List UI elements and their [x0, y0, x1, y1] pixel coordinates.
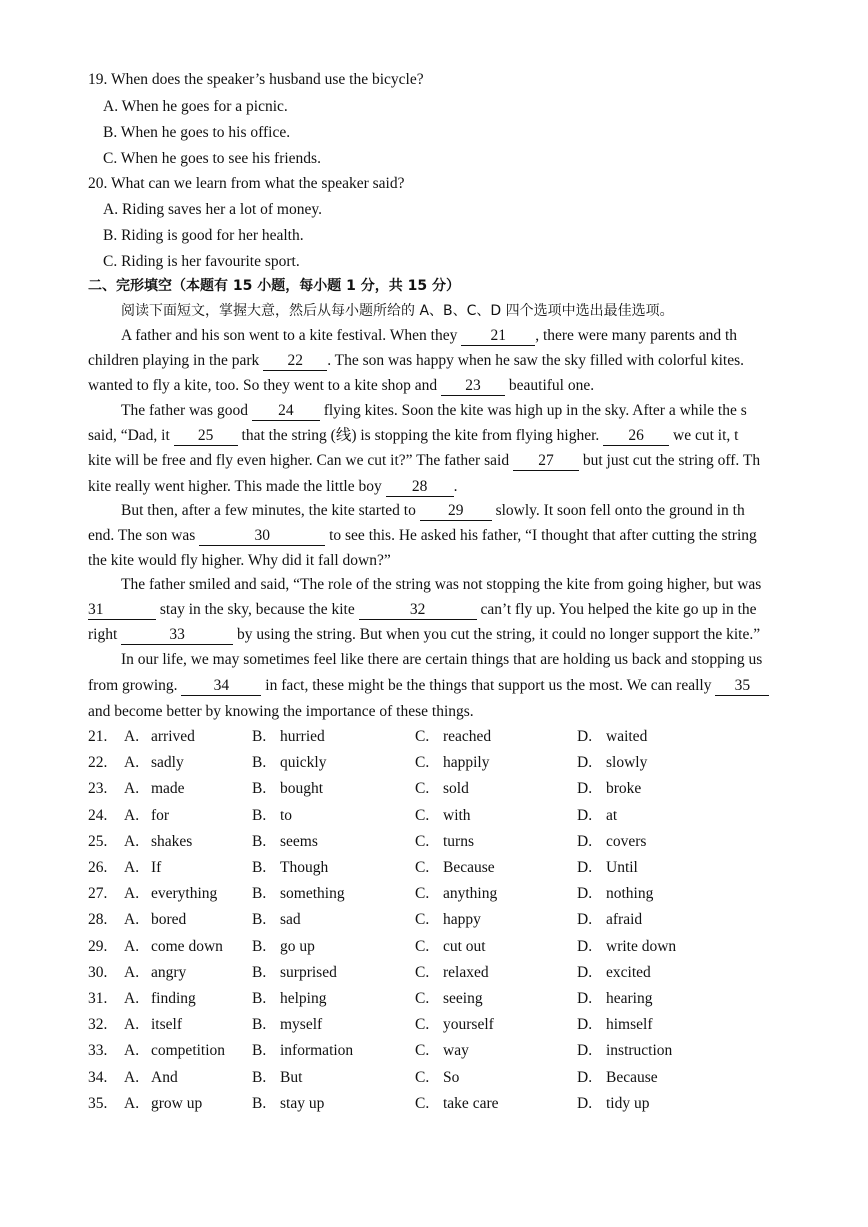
choice-letter-d: D.: [577, 754, 593, 772]
choice-c: turns: [443, 832, 474, 850]
option-row: [88, 885, 848, 911]
choice-a: itself: [151, 1016, 182, 1034]
choice-letter-c: C.: [415, 1094, 430, 1112]
choice-letter-a: A.: [124, 990, 140, 1007]
choice-letter-d: D.: [577, 1042, 593, 1060]
choice-letter-a: A.: [124, 911, 140, 929]
choice-a: grow up: [151, 1094, 203, 1112]
choice-letter-a: A.: [124, 1042, 140, 1060]
passage-line: [121, 326, 813, 346]
passage-text: can’t fly up. You helped the kite go up in the: [476, 601, 757, 618]
blank-30: 30: [199, 527, 325, 546]
question-number: 31.: [88, 990, 108, 1007]
choice-b: go up: [280, 937, 315, 955]
choice-letter-c: C.: [415, 754, 430, 772]
question-19-option-c: C. When he goes to see his friends.: [103, 150, 321, 167]
option-row: [88, 938, 848, 964]
choice-a: made: [151, 780, 185, 798]
choice-letter-a: A.: [124, 885, 140, 903]
choice-letter-d: D.: [577, 832, 593, 850]
choice-letter-b: B.: [252, 806, 267, 824]
option-row: [88, 807, 848, 833]
choice-b: something: [280, 885, 345, 903]
choice-a: competition: [151, 1042, 226, 1060]
passage-line: [88, 625, 813, 645]
question-19-stem: 19. When does the speaker’s husband use the bicycle?: [88, 71, 424, 88]
choice-c: yourself: [443, 1016, 494, 1034]
choice-d: excited: [606, 963, 651, 981]
choice-a: shakes: [151, 832, 193, 850]
choice-letter-b: B.: [252, 963, 267, 981]
choice-d: write down: [606, 937, 677, 955]
choice-letter-c: C.: [415, 728, 430, 745]
passage-text: end. The son was: [88, 527, 200, 544]
choice-letter-d: D.: [577, 859, 593, 876]
choice-b: But: [280, 1068, 303, 1086]
choice-letter-d: D.: [577, 728, 593, 745]
passage-line: [88, 600, 813, 620]
choice-letter-d: D.: [577, 911, 593, 929]
choice-c: reached: [443, 728, 492, 745]
passage-text: by using the string. But when you cut the string, it could no longer support the kite.”: [233, 626, 761, 643]
choice-letter-c: C.: [415, 859, 430, 876]
question-number: 22.: [88, 754, 108, 772]
choice-letter-d: D.: [577, 990, 593, 1007]
choice-c: happily: [443, 754, 490, 772]
question-number: 30.: [88, 963, 108, 981]
choice-letter-a: A.: [124, 728, 140, 745]
choice-letter-c: C.: [415, 1016, 430, 1034]
option-row: [88, 833, 848, 859]
passage-line: The father smiled and said, “The role of the string was not stopping the kite from going higher, but was: [121, 576, 762, 593]
choice-a: come down: [151, 937, 223, 955]
choice-d: Because: [606, 1068, 658, 1086]
choice-letter-d: D.: [577, 806, 593, 824]
option-row: [88, 754, 848, 780]
question-20-stem: 20. What can we learn from what the speaker said?: [88, 175, 405, 192]
passage-text: The father was good: [121, 402, 252, 419]
choice-d: nothing: [606, 885, 654, 903]
choice-letter-b: B.: [252, 1016, 267, 1034]
option-row: [88, 964, 848, 990]
passage-text: we cut it, t: [669, 427, 739, 444]
choice-a: angry: [151, 963, 187, 981]
question-19-option-a: A. When he goes for a picnic.: [103, 98, 288, 115]
option-row: [88, 1042, 848, 1068]
choice-d: himself: [606, 1016, 653, 1034]
choice-letter-a: A.: [124, 1094, 140, 1112]
choice-letter-b: B.: [252, 1094, 267, 1112]
question-number: 23.: [88, 780, 108, 798]
choice-d: instruction: [606, 1042, 673, 1060]
choice-letter-a: A.: [124, 754, 140, 772]
choice-c: with: [443, 806, 471, 824]
choice-letter-b: B.: [252, 832, 267, 850]
question-number: 28.: [88, 911, 108, 929]
option-row: [88, 1095, 848, 1121]
question-20-option-b: B. Riding is good for her health.: [103, 227, 304, 244]
choice-letter-c: C.: [415, 885, 430, 903]
question-number: 25.: [88, 832, 108, 850]
blank-22: 22: [263, 352, 327, 371]
choice-c: relaxed: [443, 963, 489, 981]
blank-26: 26: [603, 427, 669, 446]
choice-c: cut out: [443, 937, 486, 955]
choice-letter-c: C.: [415, 1068, 430, 1086]
passage-text: that the string (线) is stopping the kite from flying higher.: [237, 427, 604, 444]
blank-32: 32: [359, 601, 477, 620]
section-instruction: 阅读下面短文，掌握大意，然后从每小题所给的 A、B、C、D 四个选项中选出最佳选项。: [121, 303, 674, 319]
blank-31: 31: [88, 601, 156, 620]
choice-d: hearing: [606, 990, 653, 1007]
choice-letter-a: A.: [124, 806, 140, 824]
passage-text: but just cut the string off. Th: [578, 452, 761, 469]
passage-line: [121, 501, 813, 521]
passage-text: children playing in the park: [88, 352, 264, 369]
choice-letter-a: A.: [124, 963, 140, 981]
option-row: [88, 728, 848, 754]
choice-letter-c: C.: [415, 806, 430, 824]
question-20-option-c: C. Riding is her favourite sport.: [103, 253, 300, 270]
choice-b: sad: [280, 911, 301, 929]
choice-d: slowly: [606, 754, 648, 772]
question-number: 29.: [88, 937, 108, 955]
choice-c: Because: [443, 859, 495, 876]
passage-line: [88, 426, 813, 446]
passage-text: wanted to fly a kite, too. So they went to a kite shop and: [88, 377, 441, 394]
choice-letter-b: B.: [252, 937, 267, 955]
choice-d: afraid: [606, 911, 643, 929]
choice-letter-d: D.: [577, 937, 593, 955]
passage-line: [88, 526, 813, 546]
choice-a: for: [151, 806, 170, 824]
choice-letter-a: A.: [124, 1016, 140, 1034]
passage-text: kite really went higher. This made the little boy: [88, 478, 386, 495]
question-number: 35.: [88, 1094, 108, 1112]
option-row: [88, 990, 848, 1016]
choice-b: quickly: [280, 754, 327, 772]
blank-34: 34: [181, 677, 261, 696]
choice-letter-c: C.: [415, 937, 430, 955]
choice-letter-d: D.: [577, 963, 593, 981]
option-row: [88, 780, 848, 806]
choice-b: bought: [280, 780, 324, 798]
blank-27: 27: [513, 452, 579, 471]
choice-a: sadly: [151, 754, 184, 772]
choice-letter-a: A.: [124, 937, 140, 955]
choice-letter-b: B.: [252, 1068, 267, 1086]
passage-text: flying kites. Soon the kite was high up in the sky. After a while the s: [319, 402, 747, 419]
passage-line: [88, 451, 813, 471]
choice-letter-b: B.: [252, 911, 267, 929]
choice-letter-c: C.: [415, 1042, 430, 1060]
question-number: 32.: [88, 1016, 108, 1034]
choice-b: Though: [280, 859, 329, 876]
choice-letter-a: A.: [124, 832, 140, 850]
blank-25: 25: [174, 427, 238, 446]
choice-b: seems: [280, 832, 318, 850]
passage-line: and become better by knowing the importance of these things.: [88, 703, 474, 720]
blank-33: 33: [121, 626, 233, 645]
choice-letter-d: D.: [577, 1068, 593, 1086]
passage-text: beautiful one.: [505, 377, 595, 394]
section-heading: 二、完形填空（本题有 15 小题，每小题 1 分，共 15 分）: [88, 278, 460, 294]
blank-29: 29: [420, 502, 492, 521]
choice-b: stay up: [280, 1094, 325, 1112]
choice-letter-b: B.: [252, 990, 267, 1007]
option-row: [88, 859, 848, 885]
passage-line: the kite would fly higher. Why did it fall down?”: [88, 552, 391, 569]
option-row: [88, 911, 848, 937]
choice-b: myself: [280, 1016, 323, 1034]
choice-letter-b: B.: [252, 728, 267, 745]
option-row: [88, 1016, 848, 1042]
choice-letter-d: D.: [577, 1016, 593, 1034]
choice-a: arrived: [151, 728, 195, 745]
passage-text: kite will be free and fly even higher. Can we cut it?” The father said: [88, 452, 513, 469]
choice-a: And: [151, 1068, 178, 1086]
question-number: 24.: [88, 806, 108, 824]
choice-b: helping: [280, 990, 327, 1007]
blank-23: 23: [441, 377, 505, 396]
choice-a: bored: [151, 911, 187, 929]
passage-line: [88, 351, 813, 371]
choice-a: everything: [151, 885, 218, 903]
question-number: 27.: [88, 885, 108, 903]
passage-line: [88, 376, 813, 396]
choice-letter-c: C.: [415, 963, 430, 981]
choice-d: at: [606, 806, 618, 824]
choice-c: take care: [443, 1094, 499, 1112]
passage-text: said, “Dad, it: [88, 427, 174, 444]
choice-a: If: [151, 859, 162, 876]
choice-letter-d: D.: [577, 885, 593, 903]
choice-letter-a: A.: [124, 859, 140, 876]
passage-line: [88, 477, 813, 497]
question-19-option-b: B. When he goes to his office.: [103, 124, 291, 141]
choice-d: waited: [606, 728, 648, 745]
choice-letter-b: B.: [252, 754, 267, 772]
question-number: 21.: [88, 728, 108, 745]
passage-line: In our life, we may sometimes feel like there are certain things that are holding us back and stopping us: [121, 651, 763, 668]
passage-text: A father and his son went to a kite festival. When they: [121, 327, 462, 344]
choice-d: broke: [606, 780, 642, 798]
question-number: 34.: [88, 1068, 108, 1086]
passage-line: [121, 401, 813, 421]
question-20-option-a: A. Riding saves her a lot of money.: [103, 201, 322, 218]
passage-text: But then, after a few minutes, the kite started to: [121, 502, 420, 519]
choice-d: tidy up: [606, 1094, 650, 1112]
choice-letter-b: B.: [252, 1042, 267, 1060]
blank-28: 28: [386, 478, 454, 497]
choice-c: way: [443, 1042, 469, 1060]
choice-letter-c: C.: [415, 780, 430, 798]
blank-24: 24: [252, 402, 320, 421]
passage-text: slowly. It soon fell onto the ground in th: [491, 502, 745, 519]
choice-letter-d: D.: [577, 1094, 593, 1112]
choice-letter-c: C.: [415, 911, 430, 929]
choice-letter-b: B.: [252, 885, 267, 903]
question-number: 33.: [88, 1042, 108, 1060]
passage-text: stay in the sky, because the kite: [156, 601, 359, 618]
choice-b: surprised: [280, 963, 337, 981]
choice-a: finding: [151, 990, 196, 1007]
choice-d: covers: [606, 832, 647, 850]
passage-line: [88, 676, 813, 696]
choice-letter-b: B.: [252, 859, 267, 876]
choice-b: hurried: [280, 728, 325, 745]
passage-text: from growing.: [88, 677, 182, 694]
option-row: [88, 1069, 848, 1095]
passage-text: , there were many parents and th: [535, 327, 738, 344]
choice-letter-b: B.: [252, 780, 267, 798]
choice-c: So: [443, 1068, 460, 1086]
choice-letter-a: A.: [124, 780, 140, 798]
choice-c: happy: [443, 911, 481, 929]
choice-b: information: [280, 1042, 354, 1060]
passage-text: . The son was happy when he saw the sky filled with colorful kites.: [327, 352, 745, 369]
question-number: 26.: [88, 859, 108, 876]
choice-c: seeing: [443, 990, 483, 1007]
choice-d: Until: [606, 859, 638, 876]
choice-letter-d: D.: [577, 780, 593, 798]
choice-letter-a: A.: [124, 1068, 140, 1086]
passage-text: in fact, these might be the things that support us the most. We can really: [261, 677, 716, 694]
passage-text: .: [453, 478, 458, 495]
choice-b: to: [280, 806, 293, 824]
blank-21: 21: [461, 327, 535, 346]
blank-35: 35: [715, 677, 769, 696]
passage-text: to see this. He asked his father, “I thought that after cutting the string: [325, 527, 757, 544]
choice-c: sold: [443, 780, 469, 798]
choice-c: anything: [443, 885, 498, 903]
choice-letter-c: C.: [415, 990, 430, 1007]
passage-text: right: [88, 626, 122, 643]
choice-letter-c: C.: [415, 832, 430, 850]
